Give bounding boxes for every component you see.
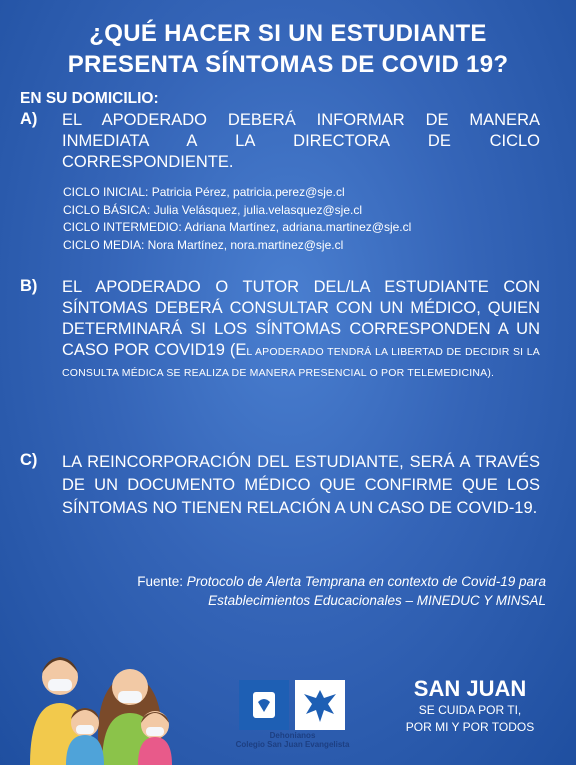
item-c-letter: C) [20,451,38,469]
page-title [0,18,576,80]
source-label: Fuente: [137,574,183,589]
item-a [20,110,540,173]
contacts-list [63,184,411,254]
item-c-text: LA REINCORPORACIÓN DEL ESTUDIANTE, SERÁ A TRAVÉS DE UN DOCUMENTO MÉDICO QUE CONFIRME QUE LOS SÍNTOMAS NO TIENEN RELACIÓN A UN CASO DE COVID-19. [62,453,540,517]
item-b-main: EL APODERADO O TUTOR DEL/LA ESTUDIANTE CON SÍNTOMAS DEBERÁ CONSULTAR CON UN MÉDICO, QUIEN DETERMINARÁ SI LOS SÍNTOMAS CORRESPONDEN A UN CASO POR COVID19 ( [62,278,540,359]
logo-caption [225,731,360,749]
slogan-line-2: POR MI Y POR TODOS [405,720,535,734]
item-b-note: L APODERADO TENDRÁ LA LIBERTAD DE DECIDIR SI LA CONSULTA MÉDICA SE REALIZA DE MANERA PRESENCIAL O POR TELEMEDICINA). [62,346,540,379]
logo-caption-line-2: Colegio San Juan Evangelista [235,740,350,749]
slogan-title: SAN JUAN [413,676,527,701]
item-b-text [62,277,540,382]
contact-basica: CICLO BÁSICA: Julia Velásquez, julia.velasquez@sje.cl [63,202,362,217]
item-b-letter: B) [20,277,38,295]
school-logo [239,680,345,730]
contact-intermedio: CICLO INTERMEDIO: Adriana Martínez, adriana.martinez@sje.cl [63,220,412,234]
source-line-1: Protocolo de Alerta Temprana en contexto de Covid-19 para [186,574,546,589]
contact-inicial: CICLO INICIAL: Patricia Pérez, patricia.perez@sje.cl [63,185,345,199]
item-c [20,451,540,520]
family-illustration [0,615,230,765]
source-line-2: Establecimientos Educacionales – MINEDUC Y MINSAL [208,593,546,608]
contact-media: CICLO MEDIA: Nora Martínez, nora.martinez@sje.cl [63,237,344,252]
slogan [380,676,560,736]
item-b-note-cap: E [235,341,247,359]
title-line-1: ¿QUÉ HACER SI UN ESTUDIANTE [89,20,487,47]
item-a-letter: A) [20,110,38,128]
slogan-line-1: SE CUIDA POR TI, [418,703,522,717]
source-citation [30,572,546,610]
section-heading: EN SU DOMICILIO: [20,90,159,107]
title-line-2: PRESENTA SÍNTOMAS DE COVID 19? [67,51,509,78]
item-b [20,277,540,382]
logo-caption-line-1: Dehonianos [269,731,316,740]
item-a-text: EL APODERADO DEBERÁ INFORMAR DE MANERA INMEDIATA A LA DIRECTORA DE CICLO CORRESPONDIENTE. [62,111,540,171]
